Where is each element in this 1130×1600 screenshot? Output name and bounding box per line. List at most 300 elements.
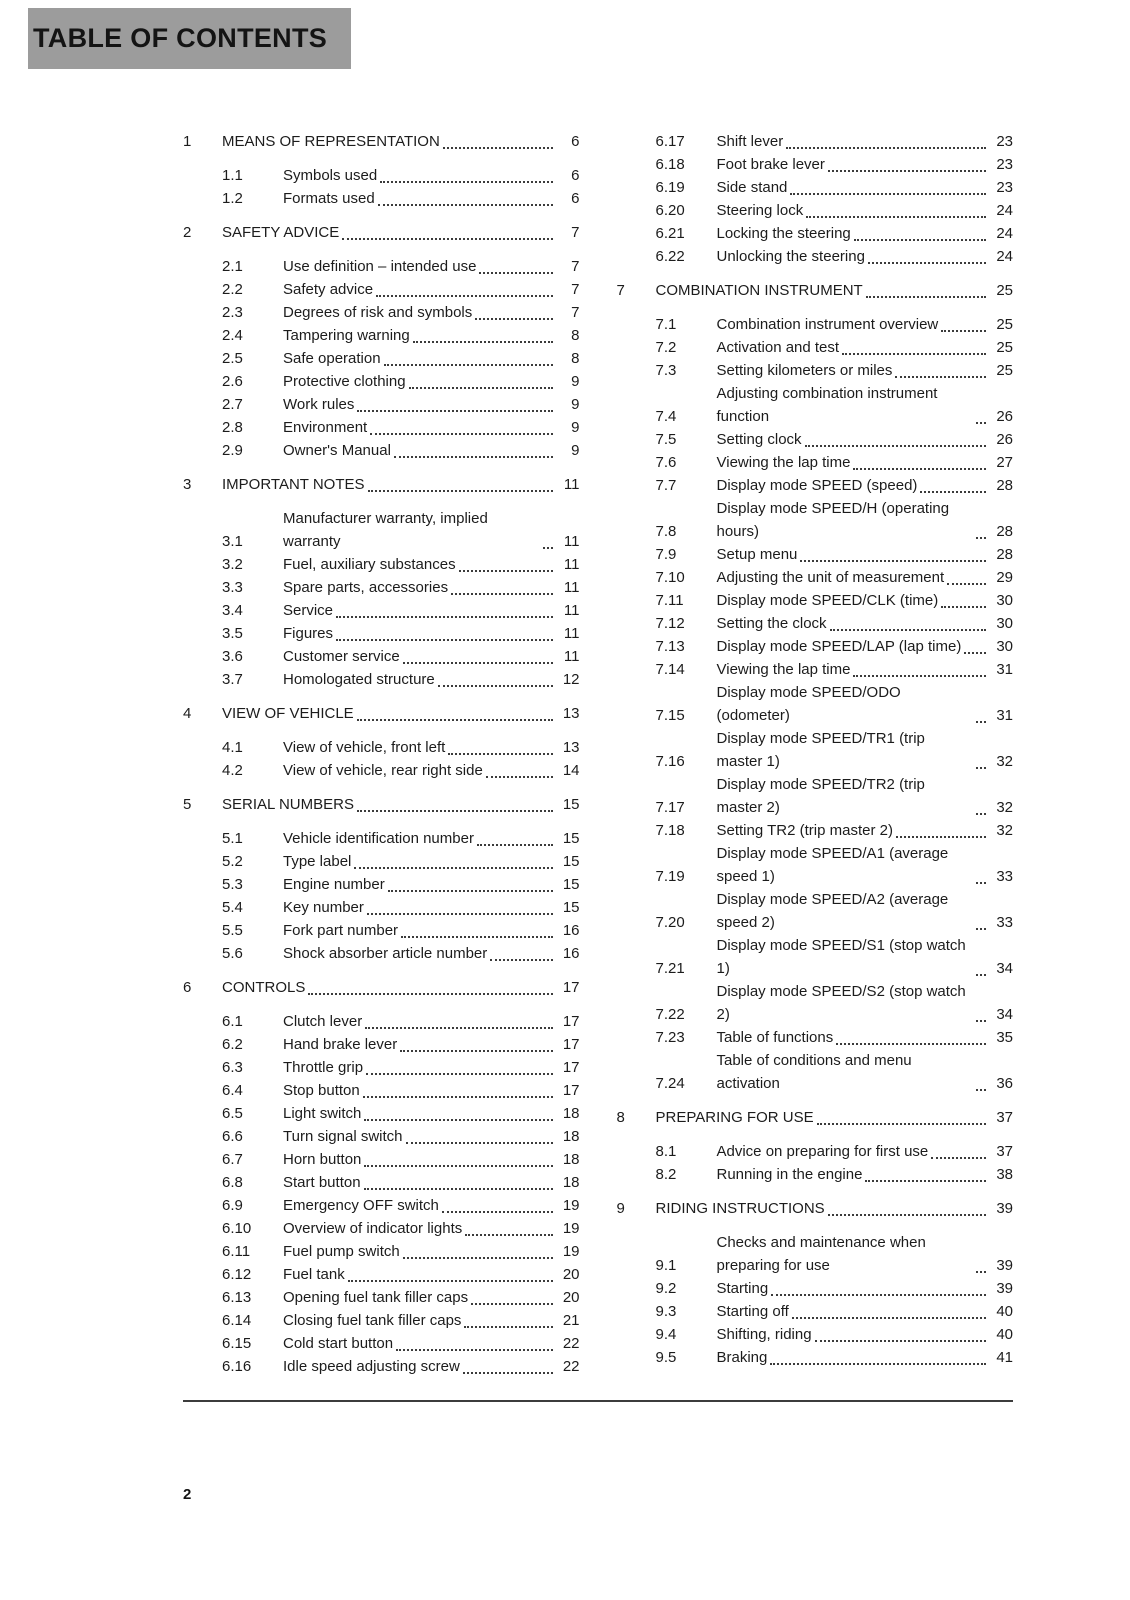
entry-title: CONTROLS <box>222 979 306 996</box>
entry-title: Owner's Manual <box>283 442 391 459</box>
toc-section-entry <box>183 393 580 416</box>
entry-page: 11 <box>563 579 580 596</box>
toc-section-entry <box>617 382 1014 428</box>
entry-title: COMBINATION INSTRUMENT <box>655 282 863 299</box>
entry-number: 7.17 <box>655 799 685 816</box>
entry-number: 6.8 <box>222 1174 243 1191</box>
toc-section-entry <box>617 934 1014 980</box>
dot-leader <box>365 1027 552 1029</box>
entry-title: Overview of indicator lights <box>283 1220 463 1237</box>
toc-section-entry <box>617 1140 1014 1163</box>
dot-leader <box>896 836 986 838</box>
entry-page: 35 <box>996 1029 1013 1046</box>
entry-title: RIDING INSTRUCTIONS <box>655 1200 825 1217</box>
entry-title: Idle speed adjusting screw <box>283 1358 460 1375</box>
dot-leader <box>357 810 553 812</box>
toc-section-entry <box>183 347 580 370</box>
toc-section-entry <box>183 370 580 393</box>
entry-title: Tampering warning <box>283 327 410 344</box>
entry-page: 24 <box>996 225 1013 242</box>
entry-page: 13 <box>562 705 580 722</box>
dot-leader <box>976 1271 986 1273</box>
entry-page: 16 <box>562 922 580 939</box>
toc-section-entry <box>617 1300 1014 1323</box>
entry-page: 33 <box>996 868 1013 885</box>
toc-section-entry <box>183 1194 580 1217</box>
entry-page: 11 <box>563 556 580 573</box>
toc-section-entry <box>183 759 580 782</box>
entry-page: 38 <box>996 1166 1013 1183</box>
entry-number: 6.20 <box>655 202 685 219</box>
entry-page: 34 <box>996 960 1013 977</box>
entry-page: 39 <box>996 1200 1013 1217</box>
dot-leader <box>853 468 986 470</box>
entry-page: 26 <box>996 431 1013 448</box>
entry-title: Customer service <box>283 648 400 665</box>
entry-page: 24 <box>996 202 1013 219</box>
entry-title: Locking the steering <box>716 225 851 242</box>
entry-title: Setup menu <box>716 546 798 563</box>
toc-section-entry <box>617 176 1014 199</box>
entry-page: 33 <box>996 914 1013 931</box>
entry-title: Fork part number <box>283 922 399 939</box>
toc-section-entry <box>617 1231 1014 1277</box>
dot-leader <box>364 1188 553 1190</box>
toc-section-entry <box>617 681 1014 727</box>
entry-page: 25 <box>996 316 1013 333</box>
dot-leader <box>868 262 986 264</box>
entry-number: 7.13 <box>655 638 685 655</box>
entry-number: 7.15 <box>655 707 685 724</box>
entry-title: Protective clothing <box>283 373 406 390</box>
toc-section-entry <box>183 576 580 599</box>
dot-leader <box>976 813 986 815</box>
dot-leader <box>463 1372 553 1374</box>
toc-section-entry <box>183 1240 580 1263</box>
entry-title: SAFETY ADVICE <box>222 224 340 241</box>
entry-page: 23 <box>996 156 1013 173</box>
entry-page: 15 <box>562 830 580 847</box>
toc-section-entry <box>183 1171 580 1194</box>
toc-section-entry <box>617 658 1014 681</box>
entry-title: SERIAL NUMBERS <box>222 796 354 813</box>
entry-title: Display mode SPEED/A1 (average speed 1) <box>716 845 949 885</box>
entry-page: 36 <box>996 1075 1013 1092</box>
entry-number: 7 <box>616 282 625 299</box>
dot-leader <box>376 295 552 297</box>
toc-section-entry <box>183 850 580 873</box>
toc-section-entry <box>183 1263 580 1286</box>
dot-leader <box>865 1180 986 1182</box>
toc-section-entry <box>183 1102 580 1125</box>
toc-section-entry <box>183 1309 580 1332</box>
entry-number: 3.1 <box>222 533 243 550</box>
toc-section-entry <box>617 566 1014 589</box>
dot-leader <box>976 1020 986 1022</box>
dot-leader <box>806 216 986 218</box>
entry-number: 7.20 <box>655 914 685 931</box>
entry-page: 23 <box>996 179 1013 196</box>
dot-leader <box>336 616 552 618</box>
toc-section-entry <box>617 773 1014 819</box>
dot-leader <box>817 1123 986 1125</box>
entry-title: Horn button <box>283 1151 362 1168</box>
entry-page: 16 <box>562 945 580 962</box>
entry-title: Display mode SPEED/CLK (time) <box>716 592 939 609</box>
toc-section-entry <box>617 612 1014 635</box>
dot-leader <box>336 639 552 641</box>
entry-title: Table of conditions and menu activation <box>716 1052 912 1092</box>
dot-leader <box>464 1326 552 1328</box>
entry-page: 7 <box>571 258 580 275</box>
dot-leader <box>543 547 553 549</box>
entry-title: Display mode SPEED/H (operating hours) <box>716 500 950 540</box>
toc-section-entry <box>617 474 1014 497</box>
toc-section-entry <box>183 1079 580 1102</box>
entry-title: Setting TR2 (trip master 2) <box>716 822 893 839</box>
toc-section-entry <box>183 1148 580 1171</box>
entry-number: 5 <box>183 796 192 813</box>
entry-page: 30 <box>996 592 1013 609</box>
entry-title: View of vehicle, front left <box>283 739 446 756</box>
toc-section-entry <box>617 153 1014 176</box>
toc-section-entry <box>183 553 580 576</box>
entry-title: Spare parts, accessories <box>283 579 449 596</box>
dot-leader <box>976 1089 986 1091</box>
toc-column-left <box>183 130 580 1378</box>
entry-number: 2.9 <box>222 442 243 459</box>
entry-title: Display mode SPEED/S1 (stop watch 1) <box>716 937 966 977</box>
dot-leader <box>895 376 986 378</box>
footer-rule <box>183 1400 1013 1402</box>
entry-page: 41 <box>996 1349 1013 1366</box>
entry-number: 7.22 <box>655 1006 685 1023</box>
entry-title: Key number <box>283 899 364 916</box>
entry-page: 21 <box>562 1312 580 1329</box>
dot-leader <box>941 330 986 332</box>
entry-title: Homologated structure <box>283 671 435 688</box>
entry-number: 6 <box>183 979 192 996</box>
toc-section-entry <box>183 324 580 347</box>
toc-section-entry <box>183 255 580 278</box>
dot-leader <box>486 776 553 778</box>
entry-title: PREPARING FOR USE <box>655 1109 814 1126</box>
dot-leader <box>400 1050 552 1052</box>
toc-chapter-entry <box>183 130 580 153</box>
entry-page: 28 <box>996 546 1013 563</box>
entry-number: 2.8 <box>222 419 243 436</box>
entry-number: 6.7 <box>222 1151 243 1168</box>
entry-title: Display mode SPEED/TR1 (trip master 1) <box>716 730 925 770</box>
entry-title: Unlocking the steering <box>716 248 865 265</box>
entry-title: Throttle grip <box>283 1059 364 1076</box>
dot-leader <box>828 1214 986 1216</box>
entry-number: 7.12 <box>655 615 685 632</box>
entry-page: 32 <box>996 753 1013 770</box>
dot-leader <box>976 974 986 976</box>
toc-section-entry <box>617 451 1014 474</box>
entry-number: 6.14 <box>222 1312 252 1329</box>
entry-number: 3.3 <box>222 579 243 596</box>
entry-number: 7.14 <box>655 661 685 678</box>
entry-number: 6.21 <box>655 225 685 242</box>
entry-number: 2 <box>183 224 192 241</box>
entry-page: 31 <box>996 661 1013 678</box>
toc-section-entry <box>183 1355 580 1378</box>
entry-page: 12 <box>562 671 580 688</box>
entry-page: 15 <box>562 796 580 813</box>
entry-page: 7 <box>571 281 580 298</box>
entry-number: 6.11 <box>222 1243 251 1260</box>
entry-number: 4.1 <box>222 739 243 756</box>
dot-leader <box>815 1340 986 1342</box>
entry-title: Emergency OFF switch <box>283 1197 439 1214</box>
entry-title: Hand brake lever <box>283 1036 398 1053</box>
dot-leader <box>836 1043 986 1045</box>
entry-number: 6.9 <box>222 1197 243 1214</box>
entry-number: 2.5 <box>222 350 243 367</box>
entry-title: Display mode SPEED (speed) <box>716 477 918 494</box>
dot-leader <box>976 928 986 930</box>
dot-leader <box>354 867 552 869</box>
toc-section-entry <box>617 313 1014 336</box>
toc-section-entry <box>617 819 1014 842</box>
toc-section-entry <box>183 873 580 896</box>
entry-number: 9.4 <box>655 1326 677 1343</box>
entry-page: 13 <box>562 739 580 756</box>
entry-title: Steering lock <box>716 202 804 219</box>
entry-page: 14 <box>562 762 580 779</box>
entry-number: 3.6 <box>222 648 243 665</box>
toc-section-entry <box>617 635 1014 658</box>
toc-section-entry <box>617 245 1014 268</box>
entry-page: 11 <box>563 602 580 619</box>
dot-leader <box>964 652 986 654</box>
toc-section-entry <box>183 827 580 850</box>
toc-section-entry <box>183 896 580 919</box>
dot-leader <box>380 181 552 183</box>
page-title: TABLE OF CONTENTS <box>33 23 328 53</box>
entry-number: 1.2 <box>222 190 243 207</box>
entry-title: MEANS OF REPRESENTATION <box>222 133 440 150</box>
entry-title: Use definition – intended use <box>283 258 477 275</box>
entry-page: 40 <box>996 1326 1013 1343</box>
entry-title: Viewing the lap time <box>716 454 851 471</box>
entry-page: 32 <box>996 799 1013 816</box>
entry-number: 8.1 <box>655 1143 677 1160</box>
toc-section-entry <box>183 1217 580 1240</box>
entry-number: 8 <box>616 1109 625 1126</box>
entry-page: 17 <box>562 1082 580 1099</box>
entry-page: 39 <box>996 1257 1013 1274</box>
entry-number: 7.5 <box>655 431 677 448</box>
entry-page: 18 <box>562 1128 580 1145</box>
entry-page: 8 <box>571 350 580 367</box>
entry-title: Turn signal switch <box>283 1128 403 1145</box>
toc-section-entry <box>183 942 580 965</box>
toc-section-entry <box>183 416 580 439</box>
dot-leader <box>367 913 553 915</box>
entry-title: Closing fuel tank filler caps <box>283 1312 462 1329</box>
entry-title: Display mode SPEED/ODO (odometer) <box>716 684 901 724</box>
toc-column-right <box>617 130 1014 1378</box>
entry-title: Viewing the lap time <box>716 661 851 678</box>
entry-page: 20 <box>562 1289 580 1306</box>
entry-number: 3.5 <box>222 625 243 642</box>
entry-page: 31 <box>996 707 1013 724</box>
entry-title: Starting off <box>716 1303 789 1320</box>
entry-title: Light switch <box>283 1105 362 1122</box>
entry-title: Table of functions <box>716 1029 834 1046</box>
toc-section-entry <box>617 1323 1014 1346</box>
toc-section-entry <box>183 1125 580 1148</box>
entry-number: 7.11 <box>655 592 684 609</box>
entry-number: 7.9 <box>655 546 677 563</box>
toc-section-entry <box>183 1056 580 1079</box>
entry-page: 29 <box>996 569 1013 586</box>
entry-title: Formats used <box>283 190 375 207</box>
entry-number: 7.16 <box>655 753 685 770</box>
entry-title: Manufacturer warranty, implied warranty <box>283 510 488 550</box>
dot-leader <box>479 272 552 274</box>
dot-leader <box>770 1363 986 1365</box>
dot-leader <box>976 422 986 424</box>
entry-page: 17 <box>562 1036 580 1053</box>
entry-number: 7.19 <box>655 868 685 885</box>
dot-leader <box>384 364 553 366</box>
entry-number: 2.1 <box>222 258 243 275</box>
toc-section-entry <box>617 888 1014 934</box>
entry-number: 7.21 <box>655 960 685 977</box>
entry-title: Display mode SPEED/TR2 (trip master 2) <box>716 776 925 816</box>
entry-number: 9.3 <box>655 1303 677 1320</box>
entry-page: 18 <box>562 1174 580 1191</box>
dot-leader <box>465 1234 552 1236</box>
toc-section-entry <box>617 359 1014 382</box>
toc-section-entry <box>183 187 580 210</box>
dot-leader <box>459 570 553 572</box>
entry-title: Safe operation <box>283 350 381 367</box>
toc-section-entry <box>617 589 1014 612</box>
dot-leader <box>366 1073 552 1075</box>
entry-title: Combination instrument overview <box>716 316 939 333</box>
entry-number: 8.2 <box>655 1166 677 1183</box>
toc-section-entry <box>617 1346 1014 1369</box>
entry-title: View of vehicle, rear right side <box>283 762 483 779</box>
entry-number: 5.5 <box>222 922 243 939</box>
entry-number: 7.1 <box>655 316 677 333</box>
toc-section-entry <box>183 507 580 553</box>
dot-leader <box>368 490 553 492</box>
dot-leader <box>451 593 552 595</box>
entry-title: Symbols used <box>283 167 378 184</box>
entry-page: 6 <box>571 133 580 150</box>
dot-leader <box>490 959 552 961</box>
dot-leader <box>786 147 986 149</box>
dot-leader <box>853 675 986 677</box>
dot-leader <box>947 583 986 585</box>
dot-leader <box>363 1096 553 1098</box>
toc-section-entry <box>617 222 1014 245</box>
entry-page: 25 <box>996 362 1013 379</box>
entry-page: 19 <box>562 1220 580 1237</box>
toc-section-entry <box>617 543 1014 566</box>
entry-title: Opening fuel tank filler caps <box>283 1289 469 1306</box>
entry-number: 3.4 <box>222 602 243 619</box>
entry-number: 9.1 <box>655 1257 677 1274</box>
entry-number: 6.16 <box>222 1358 252 1375</box>
toc-section-entry <box>617 1277 1014 1300</box>
dot-leader <box>357 410 552 412</box>
entry-number: 2.3 <box>222 304 243 321</box>
dot-leader <box>976 767 986 769</box>
entry-title: Side stand <box>716 179 788 196</box>
entry-number: 7.7 <box>655 477 677 494</box>
dot-leader <box>364 1165 552 1167</box>
entry-title: Starting <box>716 1280 769 1297</box>
toc-section-entry <box>617 1049 1014 1095</box>
entry-page: 25 <box>996 282 1013 299</box>
entry-title: Clutch lever <box>283 1013 363 1030</box>
dot-leader <box>308 993 552 995</box>
toc-section-entry <box>183 164 580 187</box>
dot-leader <box>475 318 552 320</box>
entry-title: Display mode SPEED/LAP (lap time) <box>716 638 962 655</box>
entry-number: 6.3 <box>222 1059 243 1076</box>
entry-page: 15 <box>562 899 580 916</box>
dot-leader <box>792 1317 986 1319</box>
toc-chapter-entry <box>183 473 580 496</box>
dot-leader <box>401 936 552 938</box>
toc-section-entry <box>617 428 1014 451</box>
entry-page: 37 <box>996 1143 1013 1160</box>
entry-title: Display mode SPEED/A2 (average speed 2) <box>716 891 949 931</box>
entry-title: Setting clock <box>716 431 802 448</box>
entry-number: 3.7 <box>222 671 243 688</box>
dot-leader <box>357 719 553 721</box>
entry-page: 27 <box>996 454 1013 471</box>
entry-number: 4 <box>183 705 192 722</box>
entry-title: Environment <box>283 419 368 436</box>
dot-leader <box>790 193 986 195</box>
entry-page: 25 <box>996 339 1013 356</box>
dot-leader <box>403 1257 553 1259</box>
entry-number: 6.4 <box>222 1082 243 1099</box>
dot-leader <box>800 560 986 562</box>
toc-section-entry <box>617 336 1014 359</box>
entry-page: 9 <box>571 442 580 459</box>
entry-number: 6.15 <box>222 1335 252 1352</box>
toc-chapter-entry <box>183 702 580 725</box>
dot-leader <box>409 387 553 389</box>
entry-number: 7.23 <box>655 1029 685 1046</box>
entry-number: 7.24 <box>655 1075 685 1092</box>
entry-page: 15 <box>562 876 580 893</box>
entry-title: Running in the engine <box>716 1166 863 1183</box>
toc-section-entry <box>183 439 580 462</box>
dot-leader <box>976 882 986 884</box>
entry-page: 7 <box>571 224 580 241</box>
entry-page: 30 <box>996 638 1013 655</box>
page-number: 2 <box>183 1486 192 1503</box>
entry-page: 9 <box>571 373 580 390</box>
entry-page: 40 <box>996 1303 1013 1320</box>
dot-leader <box>342 238 552 240</box>
entry-number: 7.10 <box>655 569 685 586</box>
entry-title: Engine number <box>283 876 385 893</box>
dot-leader <box>941 606 986 608</box>
entry-page: 11 <box>563 533 580 550</box>
